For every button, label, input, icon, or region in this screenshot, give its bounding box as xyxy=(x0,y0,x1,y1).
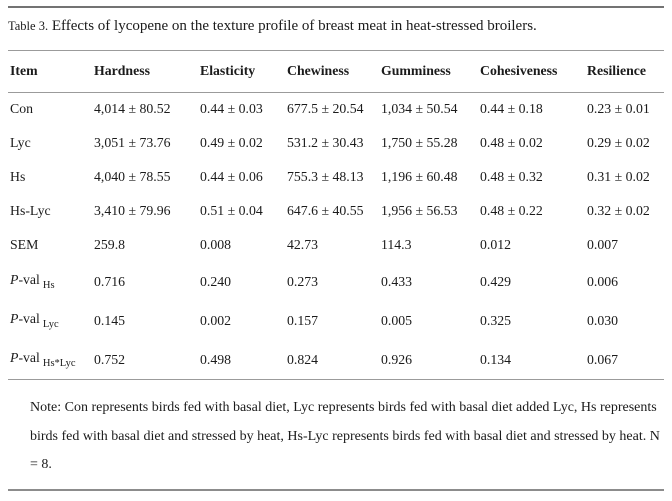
data-cell: 0.31 ± 0.02 xyxy=(587,169,650,184)
data-cell: 0.44 ± 0.18 xyxy=(480,101,543,117)
data-cell: 0.926 xyxy=(381,351,413,367)
data-cell: 42.73 xyxy=(287,237,319,252)
texture-profile-table xyxy=(8,51,664,379)
table-note: Note: Con represents birds fed with basal diet, Lyc represents birds fed with basal diet added Lyc, Hs represents birds fed with basal diet and stressed by heat, Hs-Lyc represents birds fed with basal diet and stressed by heat. N = 8. xyxy=(30,400,660,472)
table-row xyxy=(8,194,664,228)
data-cell: 0.716 xyxy=(94,273,126,289)
data-cell: 114.3 xyxy=(381,237,412,252)
data-cell: 1,956 ± 56.53 xyxy=(381,203,458,218)
data-cell: 0.134 xyxy=(480,351,512,367)
data-cell: 677.5 ± 20.54 xyxy=(287,101,364,117)
data-cell: 0.007 xyxy=(587,237,619,252)
column-header: Elasticity xyxy=(200,63,256,79)
table-body xyxy=(8,92,664,379)
row-label: Con xyxy=(10,101,33,117)
data-cell: 0.44 ± 0.03 xyxy=(200,101,263,117)
data-cell: 0.44 ± 0.06 xyxy=(200,169,263,184)
data-cell: 0.005 xyxy=(381,312,413,328)
data-cell: 0.49 ± 0.02 xyxy=(200,135,263,150)
column-header: Hardness xyxy=(94,63,150,79)
data-cell: 0.273 xyxy=(287,273,319,289)
bottom-rule xyxy=(8,489,664,491)
row-label: P-val $_{Hs*Lyc}$ xyxy=(10,350,76,369)
column-header: Resilience xyxy=(587,63,647,79)
table-row xyxy=(8,160,664,194)
data-cell: 0.067 xyxy=(587,351,619,367)
data-cell: 1,196 ± 60.48 xyxy=(381,169,458,184)
table-panel xyxy=(0,6,672,491)
data-cell: 0.51 ± 0.04 xyxy=(200,203,263,218)
data-cell: 0.48 ± 0.22 xyxy=(480,203,543,218)
data-cell: 0.32 ± 0.02 xyxy=(587,203,650,218)
data-cell: 0.429 xyxy=(480,273,512,289)
row-label-subscript: Hs*Lyc xyxy=(42,357,76,369)
data-cell: 531.2 ± 30.43 xyxy=(287,135,364,150)
data-cell: 0.325 xyxy=(480,312,512,328)
data-cell: 0.48 ± 0.02 xyxy=(480,135,543,150)
header-row xyxy=(8,51,664,92)
data-cell: 0.002 xyxy=(200,312,232,328)
data-cell: 0.29 ± 0.02 xyxy=(587,135,650,150)
row-label: P-val $_{Hs}$ xyxy=(10,272,55,291)
data-cell: 0.012 xyxy=(480,237,512,252)
table-row xyxy=(8,92,664,126)
table-row xyxy=(8,126,664,160)
table-row xyxy=(8,262,664,301)
column-header: Cohesiveness xyxy=(480,63,558,79)
data-cell: 0.030 xyxy=(587,312,619,328)
column-header: Chewiness xyxy=(287,63,350,79)
data-cell: 0.006 xyxy=(587,273,619,289)
data-cell: 1,034 ± 50.54 xyxy=(381,101,458,117)
data-cell: 4,040 ± 78.55 xyxy=(94,169,171,184)
data-cell: 0.240 xyxy=(200,273,232,289)
row-label: P-val $_{Lyc}$ xyxy=(10,311,59,330)
data-cell: 3,051 ± 73.76 xyxy=(94,135,171,150)
data-cell: 755.3 ± 48.13 xyxy=(287,169,364,184)
row-label: Hs-Lyc xyxy=(10,203,51,218)
data-cell: 647.6 ± 40.55 xyxy=(287,203,364,218)
table-title-text: Effects of lycopene on the texture profile of breast meat in heat-stressed broilers. xyxy=(51,18,537,34)
column-header: Gumminess xyxy=(381,63,451,79)
data-cell: 3,410 ± 79.96 xyxy=(94,203,171,218)
table-row xyxy=(8,340,664,379)
table-title xyxy=(8,16,664,37)
table-row xyxy=(8,228,664,262)
column-header: Item xyxy=(10,63,38,79)
row-label: SEM xyxy=(10,237,39,252)
row-label-subscript: Hs xyxy=(42,279,55,291)
data-cell: 1,750 ± 55.28 xyxy=(381,135,458,150)
top-rule xyxy=(8,6,664,8)
data-cell: 0.157 xyxy=(287,312,319,328)
row-label: Lyc xyxy=(10,135,31,150)
data-cell: 259.8 xyxy=(94,237,126,252)
data-cell: 0.433 xyxy=(381,273,413,289)
data-cell: 0.008 xyxy=(200,237,232,252)
data-cell: 0.145 xyxy=(94,312,126,328)
table-bottom-rule xyxy=(8,379,664,380)
table-number-label: Table 3. xyxy=(8,19,49,33)
table-row xyxy=(8,301,664,340)
data-cell: 4,014 ± 80.52 xyxy=(94,101,171,117)
data-cell: 0.752 xyxy=(94,351,126,367)
row-label: Hs xyxy=(10,169,26,184)
row-label-subscript: Lyc xyxy=(42,318,59,330)
data-cell: 0.23 ± 0.01 xyxy=(587,101,650,117)
data-cell: 0.824 xyxy=(287,351,319,367)
data-cell: 0.48 ± 0.32 xyxy=(480,169,543,184)
data-cell: 0.498 xyxy=(200,351,232,367)
